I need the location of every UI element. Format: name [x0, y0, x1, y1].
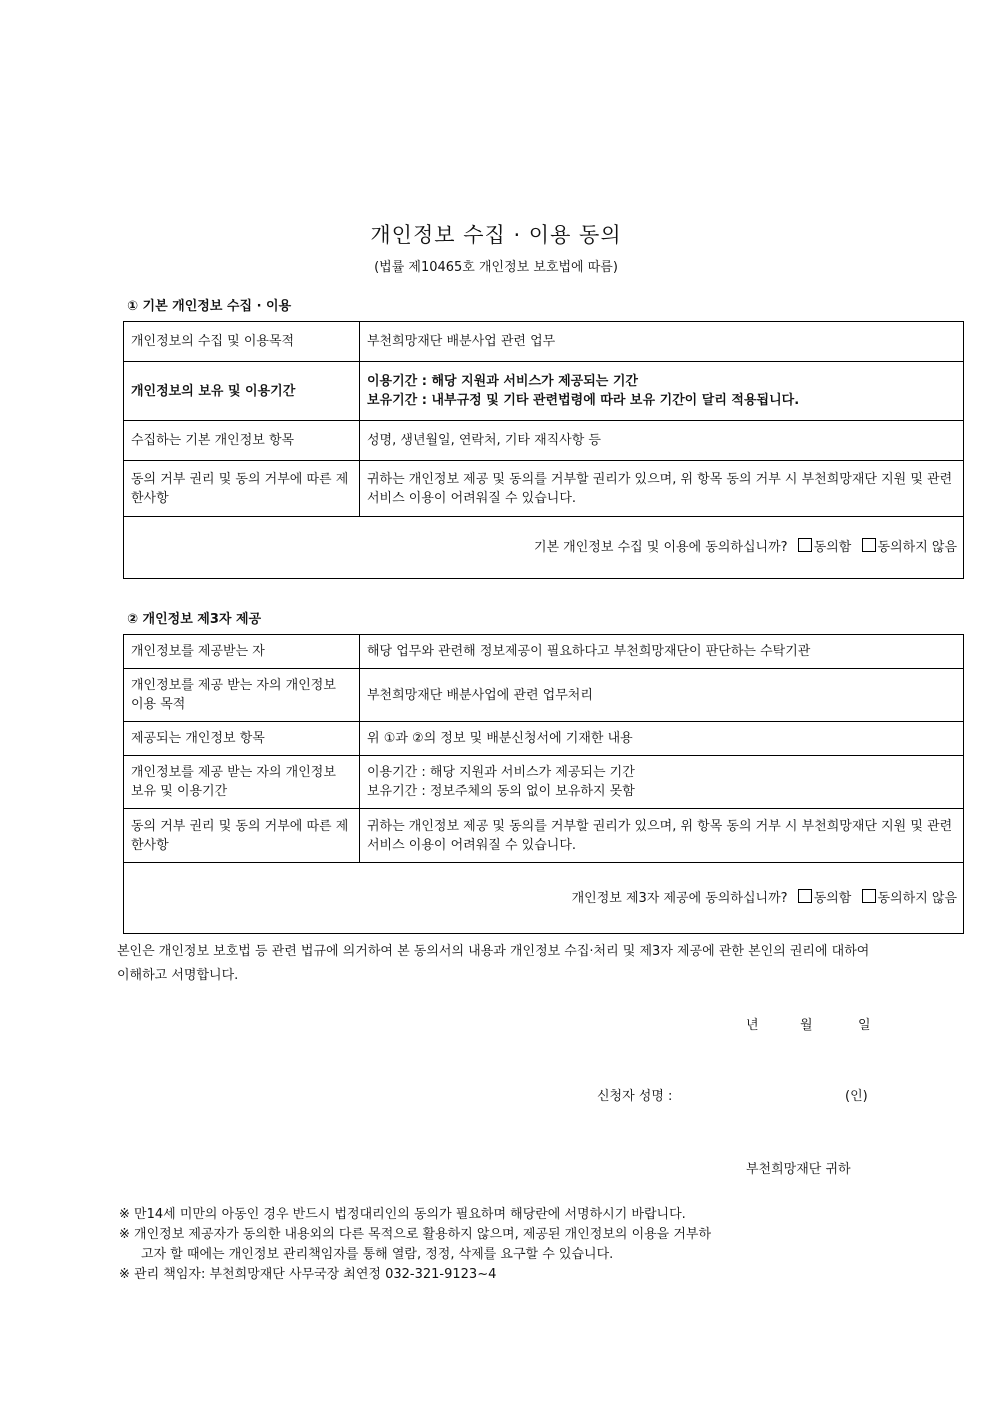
consent-statement: 본인은 개인정보 보호법 등 관련 법규에 의거하여 본 동의서의 내용과 개인정보 수집·처리 및 제3자 제공에 관한 본인의 권리에 대하여 이해하고 서명합니다. [117, 944, 870, 983]
row-value: 성명, 생년월일, 연락처, 기타 재직사항 등 [360, 421, 964, 461]
row-value: 부천희망재단 배분사업 관련 업무 [360, 322, 964, 362]
table-row [124, 635, 964, 669]
note-item: 고자 할 때에는 개인정보 관리책임자를 통해 열람, 정정, 삭제를 요구할 수 있습니다. [141, 1247, 614, 1262]
disagree-checkbox[interactable] [862, 889, 876, 903]
value-line: 보유기간 : 내부규정 및 기타 관련법령에 따라 보유 기간이 달리 적용됩니다. [367, 393, 800, 408]
disagree-checkbox[interactable] [862, 538, 876, 552]
section1-table [123, 321, 964, 579]
row-label: 개인정보를 제공 받는 자의 개인정보 이용 목적 [124, 669, 360, 722]
section2-table [123, 634, 964, 934]
table-row [124, 421, 964, 461]
row-value: 부천희망재단 배분사업에 관련 업무처리 [360, 669, 964, 722]
row-label: 개인정보의 보유 및 이용기간 [124, 362, 360, 421]
signature-seal: (인) [845, 1089, 868, 1104]
agree-label: 동의함 [813, 540, 852, 555]
row-value [360, 362, 964, 421]
row-label: 개인정보를 제공받는 자 [124, 635, 360, 669]
note-item: ※ 개인정보 제공자가 동의한 내용외의 다른 목적으로 활용하지 않으며, 제공된 개인정보의 이용을 거부하 [119, 1227, 712, 1242]
table-row [124, 322, 964, 362]
recipient: 부천희망재단 귀하 [746, 1162, 851, 1177]
disagree-label: 동의하지 않음 [877, 540, 957, 555]
table-row [124, 722, 964, 756]
row-label: 수집하는 기본 개인정보 항목 [124, 421, 360, 461]
document-title: 개인정보 수집 · 이용 동의 [370, 223, 622, 247]
row-label: 동의 거부 권리 및 동의 거부에 따른 제한사항 [124, 809, 360, 863]
agree-checkbox[interactable] [798, 889, 812, 903]
consent-question-cell [124, 517, 964, 579]
section1-heading: ① 기본 개인정보 수집 · 이용 [127, 299, 292, 314]
consent-question-cell [124, 863, 964, 934]
value-line: 이용기간 : 해당 지원과 서비스가 제공되는 기간 [367, 374, 638, 389]
notes [119, 1205, 889, 1285]
note-item: ※ 관리 책임자: 부천희망재단 사무국장 최연정 032-321-9123~4 [119, 1267, 497, 1282]
value-line: 보유기간 : 정보주체의 동의 없이 보유하지 못함 [367, 784, 635, 799]
table-row [124, 669, 964, 722]
row-label: 개인정보의 수집 및 이용목적 [124, 322, 360, 362]
row-label: 제공되는 개인정보 항목 [124, 722, 360, 756]
table-row [124, 461, 964, 517]
row-value: 위 ①과 ②의 정보 및 배분신청서에 기재한 내용 [360, 722, 964, 756]
table-row [124, 756, 964, 809]
row-value: 귀하는 개인정보 제공 및 동의를 거부할 권리가 있으며, 위 항목 동의 거부 시 부천희망재단 지원 및 관련 서비스 이용이 어려워질 수 있습니다. [360, 461, 964, 517]
row-label: 동의 거부 권리 및 동의 거부에 따른 제한사항 [124, 461, 360, 517]
consent-question: 개인정보 제3자 제공에 동의하십니까? [571, 890, 788, 906]
date-day: 일 [858, 1018, 871, 1033]
row-label: 개인정보를 제공 받는 자의 개인정보 보유 및 이용기간 [124, 756, 360, 809]
row-value: 귀하는 개인정보 제공 및 동의를 거부할 권리가 있으며, 위 항목 동의 거부 시 부천희망재단 지원 및 관련 서비스 이용이 어려워질 수 있습니다. [360, 809, 964, 863]
consent-row [124, 517, 964, 579]
agree-label: 동의함 [813, 890, 852, 906]
agree-checkbox[interactable] [798, 538, 812, 552]
date-month: 월 [800, 1018, 813, 1033]
section2-heading: ② 개인정보 제3자 제공 [127, 612, 262, 627]
disagree-label: 동의하지 않음 [877, 890, 957, 906]
date-year: 년 [746, 1018, 759, 1033]
consent-question: 기본 개인정보 수집 및 이용에 동의하십니까? [533, 540, 788, 555]
table-row [124, 362, 964, 421]
table-row [124, 809, 964, 863]
document-subtitle: (법률 제10465호 개인정보 보호법에 따름) [374, 260, 618, 275]
signature-label: 신청자 성명 : [597, 1089, 673, 1104]
row-value: 해당 업무와 관련해 정보제공이 필요하다고 부천희망재단이 판단하는 수탁기관 [360, 635, 964, 669]
consent-row [124, 863, 964, 934]
note-item: ※ 만14세 미만의 아동인 경우 반드시 법정대리인의 동의가 필요하며 해당란에 서명하시기 바랍니다. [119, 1207, 686, 1222]
value-line: 이용기간 : 해당 지원과 서비스가 제공되는 기간 [367, 765, 635, 780]
row-value [360, 756, 964, 809]
